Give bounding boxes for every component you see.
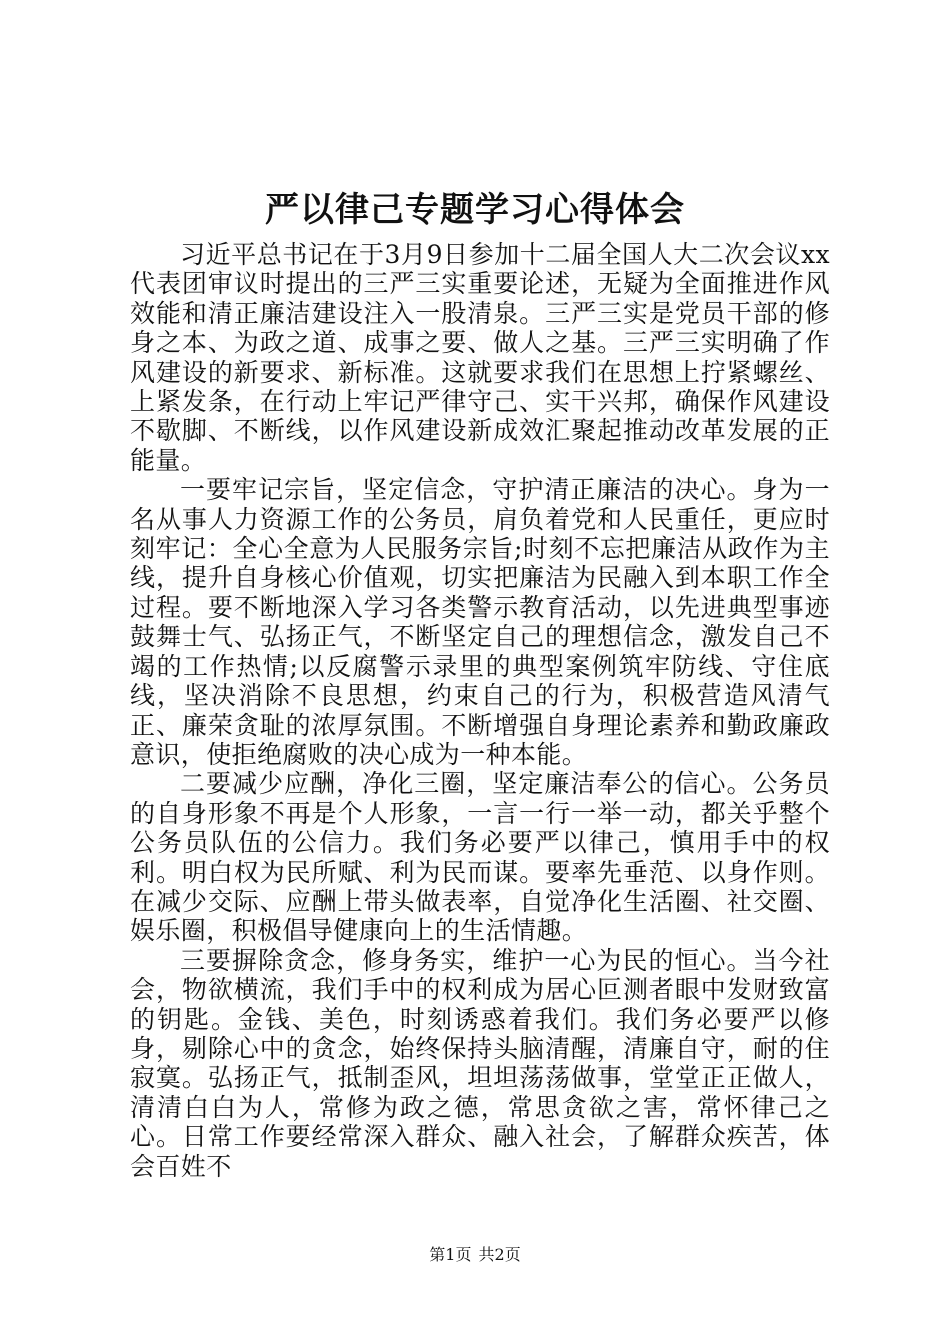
paragraph-point-two: 二要减少应酬，净化三圈，坚定廉洁奉公的信心。公务员的自身形象不再是个人形象，一言一行一举一动，都关乎整个公务员队伍的公信力。我们务必要严以律己，慎用手中的权利。明白权为民所赋、利为民而谋。要率先垂范、以身作则。在减少交际、应酬上带头做表率，自觉净化生活圈、社交圈、娱乐圈，积极倡导健康向上的生活情趣。 [130, 769, 830, 946]
paragraph-point-three: 三要摒除贪念，修身务实，维护一心为民的恒心。当今社会，物欲横流，我们手中的权利成为居心叵测者眼中发财致富的钥匙。金钱、美色，时刻诱惑着我们。我们务必要严以修身，剔除心中的贪念，始终保持头脑清醒，清廉自守，耐的住寂寞。弘扬正气，抵制歪风，坦坦荡荡做事，堂堂正正做人，清清白白为人，常修为政之德，常思贪欲之害，常怀律己之心。日常工作要经常深入群众、融入社会，了解群众疾苦，体会百姓不 [130, 945, 830, 1181]
page-total: 共2页 [478, 1245, 521, 1264]
paragraph-point-one: 一要牢记宗旨，坚定信念，守护清正廉洁的决心。身为一名从事人力资源工作的公务员，肩负着党和人民重任，更应时刻牢记：全心全意为人民服务宗旨;时刻不忘把廉洁从政作为主线，提升自身核心价值观，切实把廉洁为民融入到本职工作全过程。要不断地深入学习各类警示教育活动，以先进典型事迹鼓舞士气、弘扬正气，不断坚定自己的理想信念，激发自己不竭的工作热情;以反腐警示录里的典型案例筑牢防线、守住底线，坚决消除不良思想，约束自己的行为，积极营造风清气正、廉荣贪耻的浓厚氛围。不断增强自身理论素养和勤政廉政意识，使拒绝腐败的决心成为一种本能。 [130, 475, 830, 769]
document-body [130, 240, 830, 1181]
page-footer [0, 1244, 950, 1266]
page-number: 第1页 [429, 1245, 472, 1264]
document-title: 严以律己专题学习心得体会 [265, 190, 685, 230]
paragraph-intro: 习近平总书记在于3月9日参加十二届全国人大二次会议xx代表团审议时提出的三严三实重要论述，无疑为全面推进作风效能和清正廉洁建设注入一股清泉。三严三实是党员干部的修身之本、为政之道、成事之要、做人之基。三严三实明确了作风建设的新要求、新标准。这就要求我们在思想上拧紧螺丝、上紧发条，在行动上牢记严律守己、实干兴邦，确保作风建设不歇脚、不断线，以作风建设新成效汇聚起推动改革发展的正能量。 [130, 240, 830, 475]
